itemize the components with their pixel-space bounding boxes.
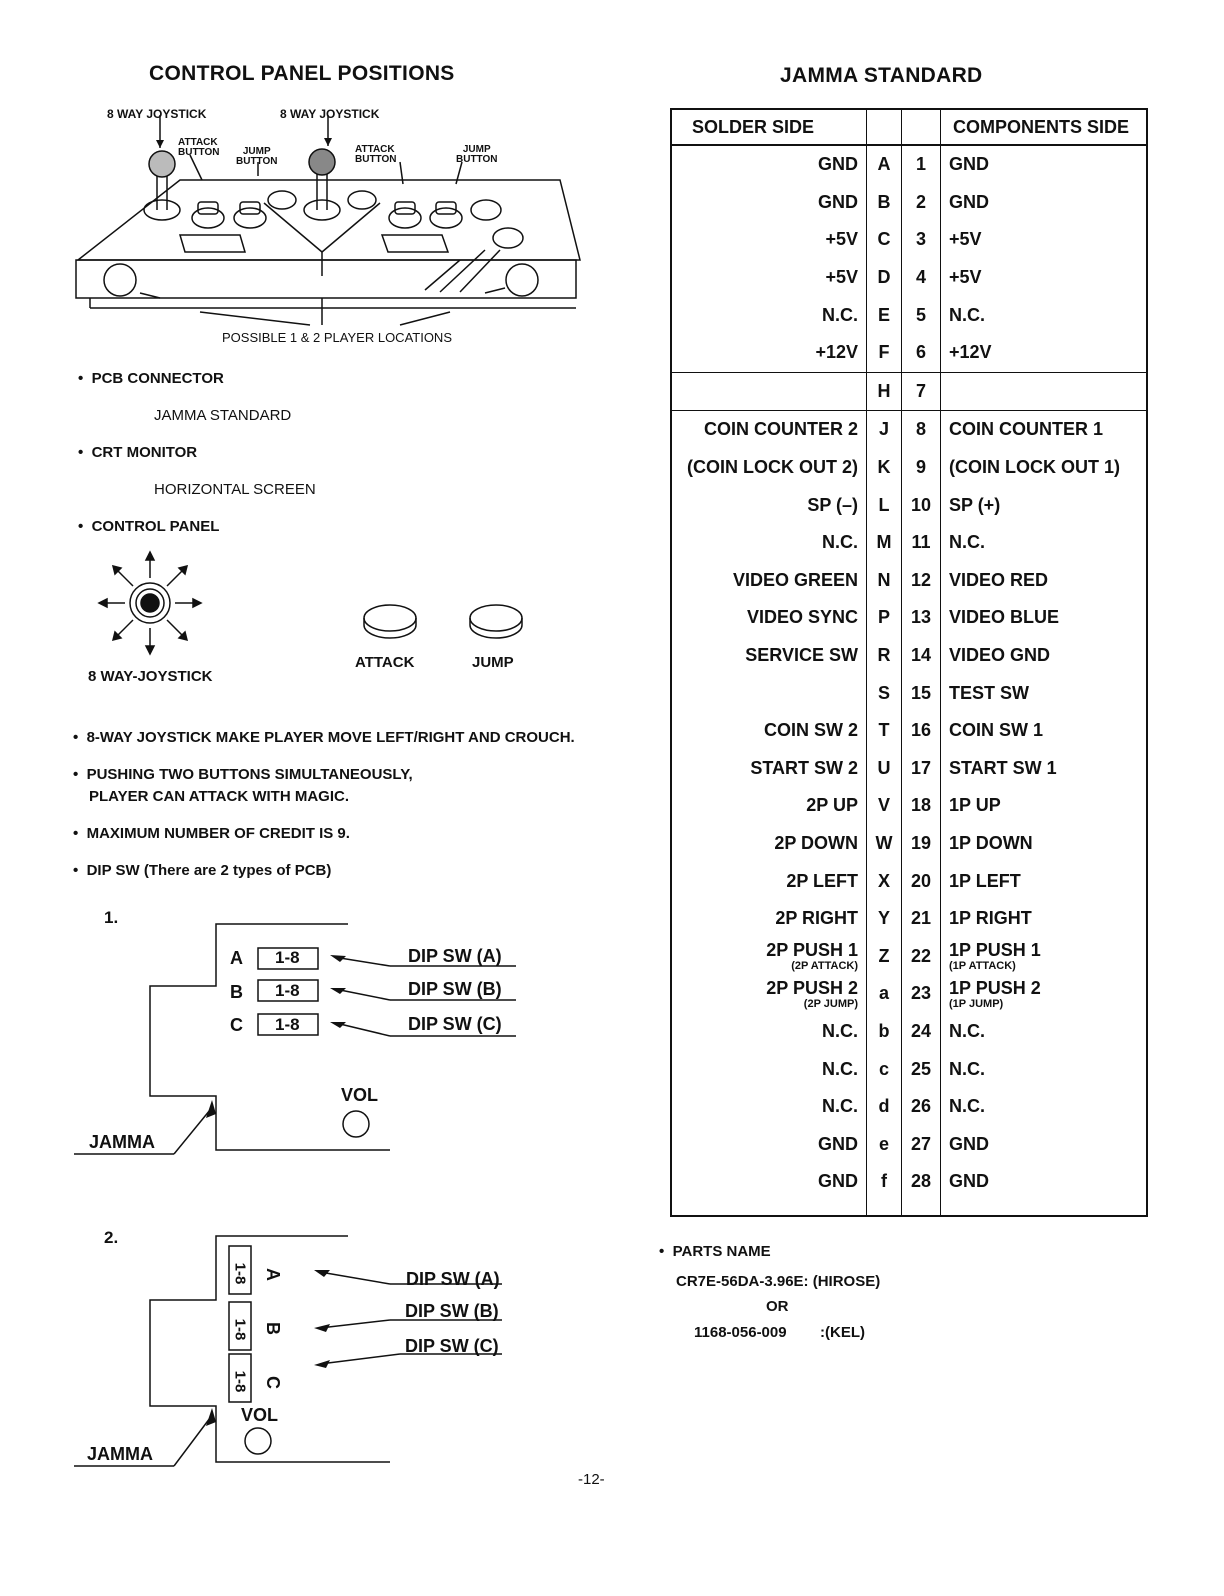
note-two-buttons-cont: PLAYER CAN ATTACK WITH MAGIC. xyxy=(89,788,349,805)
pin-row xyxy=(671,712,1147,750)
pin-solder-cell: N.C. xyxy=(671,524,867,562)
pin-row xyxy=(671,1125,1147,1163)
pin-row xyxy=(671,145,1147,184)
pin-component-cell xyxy=(941,372,1148,411)
pin-number-cell: 28 xyxy=(902,1163,941,1201)
pin-solder-cell: VIDEO GREEN xyxy=(671,562,867,600)
pin-row xyxy=(671,524,1147,562)
pin-component-cell: GND xyxy=(941,184,1148,222)
joystick-label: 8 WAY-JOYSTICK xyxy=(88,668,213,685)
pin-component-cell: GND xyxy=(941,1163,1148,1201)
pin-solder-cell: SERVICE SW xyxy=(671,637,867,675)
pin-letter-cell: E xyxy=(867,296,902,334)
pin-row xyxy=(671,372,1147,411)
pin-letter-cell: A xyxy=(867,145,902,184)
pin-row xyxy=(671,296,1147,334)
pin-letter-cell: Z xyxy=(867,937,902,975)
pcb2-index: 2. xyxy=(104,1228,119,1247)
pin-solder-cell: 2P UP xyxy=(671,787,867,825)
pin-row xyxy=(671,1050,1147,1088)
pin-solder-cell: GND xyxy=(671,1163,867,1201)
pcb1-index: 1. xyxy=(104,908,119,927)
pin-number-cell: 8 xyxy=(902,411,941,449)
pin-row xyxy=(671,862,1147,900)
pin-number-cell: 21 xyxy=(902,900,941,938)
spec-crt-monitor-value: HORIZONTAL SCREEN xyxy=(154,481,316,498)
pin-row xyxy=(671,562,1147,600)
pin-row xyxy=(671,486,1147,524)
pin-number-cell: 7 xyxy=(902,372,941,411)
pin-letter-cell: D xyxy=(867,259,902,297)
pcb2-jamma-label: JAMMA xyxy=(87,1444,153,1464)
note-dip-sw: • DIP SW (There are 2 types of PCB) xyxy=(73,862,332,879)
pin-row xyxy=(671,184,1147,222)
jump-2-label: JUMP BUTTON xyxy=(456,144,498,165)
header-solder-side: SOLDER SIDE xyxy=(671,109,867,145)
pin-component-cell: VIDEO RED xyxy=(941,562,1148,600)
pin-number-cell: 24 xyxy=(902,1013,941,1051)
pin-letter-cell: R xyxy=(867,637,902,675)
pin-number-cell: 3 xyxy=(902,221,941,259)
pin-row xyxy=(671,900,1147,938)
padding-cell xyxy=(671,1201,867,1216)
control-panel-title: CONTROL PANEL POSITIONS xyxy=(149,62,455,85)
pin-component-cell: N.C. xyxy=(941,1088,1148,1126)
pin-row xyxy=(671,599,1147,637)
pin-letter-cell: J xyxy=(867,411,902,449)
pin-number-cell: 11 xyxy=(902,524,941,562)
pin-row xyxy=(671,1088,1147,1126)
pin-solder-cell: N.C. xyxy=(671,296,867,334)
pin-number-cell: 22 xyxy=(902,937,941,975)
pcb1-letter-c: C xyxy=(230,1015,243,1035)
pin-component-cell: (COIN LOCK OUT 1) xyxy=(941,449,1148,487)
pin-number-cell: 2 xyxy=(902,184,941,222)
pin-component-cell: +12V xyxy=(941,334,1148,372)
pin-solder-cell: 2P PUSH 1 (2P ATTACK) xyxy=(671,937,867,975)
pin-solder-cell: START SW 2 xyxy=(671,750,867,788)
pin-number-cell: 1 xyxy=(902,145,941,184)
pin-letter-cell: Y xyxy=(867,900,902,938)
pin-solder-cell: +5V xyxy=(671,259,867,297)
pcb2-vol-label: VOL xyxy=(241,1405,279,1425)
pin-letter-cell: f xyxy=(867,1163,902,1201)
pcb2-dip-c: DIP SW (C) xyxy=(405,1336,499,1356)
pin-number-cell: 12 xyxy=(902,562,941,600)
pcb1-letter-a: A xyxy=(230,948,243,968)
pin-solder-cell: 2P RIGHT xyxy=(671,900,867,938)
pin-solder-cell xyxy=(671,372,867,411)
pin-number-cell: 5 xyxy=(902,296,941,334)
pin-number-cell: 16 xyxy=(902,712,941,750)
pcb2-letter-b: B xyxy=(263,1322,283,1335)
pin-letter-cell: B xyxy=(867,184,902,222)
header-components-side: COMPONENTS SIDE xyxy=(941,109,1148,145)
jamma-pinout-table xyxy=(670,108,1148,1217)
pin-row xyxy=(671,411,1147,449)
padding-cell xyxy=(867,1201,902,1216)
pin-solder-cell: 2P LEFT xyxy=(671,862,867,900)
pin-number-cell: 25 xyxy=(902,1050,941,1088)
attack-2-label: ATTACK BUTTON xyxy=(355,144,397,165)
padding-cell xyxy=(902,1201,941,1216)
pcb1-dip-b: DIP SW (B) xyxy=(408,979,502,999)
attack-label: ATTACK xyxy=(355,654,415,671)
pin-letter-cell: H xyxy=(867,372,902,411)
pin-number-cell: 27 xyxy=(902,1125,941,1163)
pin-solder-cell: 2P DOWN xyxy=(671,825,867,863)
pin-row xyxy=(671,221,1147,259)
pcb1-letter-b: B xyxy=(230,982,243,1002)
pin-number-cell: 19 xyxy=(902,825,941,863)
attack-1-label: ATTACK BUTTON xyxy=(178,137,220,158)
pin-letter-cell: C xyxy=(867,221,902,259)
pin-letter-cell: e xyxy=(867,1125,902,1163)
part-kel-maker: :(KEL) xyxy=(820,1324,865,1341)
pin-number-cell: 4 xyxy=(902,259,941,297)
spec-crt-monitor: • CRT MONITOR xyxy=(78,444,198,461)
pin-number-cell: 10 xyxy=(902,486,941,524)
pcb2-letter-c: C xyxy=(263,1376,283,1389)
pin-solder-cell: COIN SW 2 xyxy=(671,712,867,750)
table-header xyxy=(671,109,1147,145)
pin-number-cell: 15 xyxy=(902,674,941,712)
pin-row xyxy=(671,334,1147,372)
pin-row xyxy=(671,259,1147,297)
pin-letter-cell: P xyxy=(867,599,902,637)
pin-number-cell: 23 xyxy=(902,975,941,1013)
pin-component-cell: COIN SW 1 xyxy=(941,712,1148,750)
pin-number-cell: 18 xyxy=(902,787,941,825)
part-kel-code: 1168-056-009 xyxy=(694,1324,787,1341)
pin-letter-cell: S xyxy=(867,674,902,712)
pin-solder-cell: VIDEO SYNC xyxy=(671,599,867,637)
pin-solder-cell: COIN COUNTER 2 xyxy=(671,411,867,449)
pin-letter-cell: b xyxy=(867,1013,902,1051)
pin-component-cell: 1P PUSH 2 (1P JUMP) xyxy=(941,975,1148,1013)
pin-component-cell: VIDEO BLUE xyxy=(941,599,1148,637)
note-max-credit: • MAXIMUM NUMBER OF CREDIT IS 9. xyxy=(73,825,350,842)
jump-1-label: JUMP BUTTON xyxy=(236,146,278,167)
padding-cell xyxy=(941,1201,1148,1216)
pin-letter-cell: N xyxy=(867,562,902,600)
pin-letter-cell: K xyxy=(867,449,902,487)
pcb2-dip-a: DIP SW (A) xyxy=(406,1269,500,1289)
pin-number-cell: 9 xyxy=(902,449,941,487)
pin-solder-cell: N.C. xyxy=(671,1088,867,1126)
pcb2-letter-a: A xyxy=(263,1268,283,1281)
pcb2-range-a: 1-8 xyxy=(231,1262,249,1285)
pin-component-cell: N.C. xyxy=(941,1050,1148,1088)
pin-component-cell: COIN COUNTER 1 xyxy=(941,411,1148,449)
pin-component-cell: GND xyxy=(941,145,1148,184)
pin-row xyxy=(671,1163,1147,1201)
pin-component-cell: VIDEO GND xyxy=(941,637,1148,675)
pin-component-cell: +5V xyxy=(941,221,1148,259)
pin-solder-cell xyxy=(671,674,867,712)
pin-row xyxy=(671,449,1147,487)
note-joystick: • 8-WAY JOYSTICK MAKE PLAYER MOVE LEFT/RIGHT AND CROUCH. xyxy=(73,729,575,746)
pcb2-dip-b: DIP SW (B) xyxy=(405,1301,499,1321)
pin-component-cell: 1P UP xyxy=(941,787,1148,825)
joystick-2-ball xyxy=(309,149,335,175)
pin-row xyxy=(671,825,1147,863)
pin-row xyxy=(671,975,1147,1013)
pin-solder-cell: +12V xyxy=(671,334,867,372)
pin-component-cell: 1P PUSH 1 (1P ATTACK) xyxy=(941,937,1148,975)
pin-solder-cell: GND xyxy=(671,184,867,222)
attack-button-icon xyxy=(360,598,420,640)
pin-number-cell: 20 xyxy=(902,862,941,900)
spec-pcb-connector: • PCB CONNECTOR xyxy=(78,370,224,387)
pin-rows xyxy=(671,145,1147,1216)
pin-component-cell: N.C. xyxy=(941,524,1148,562)
note-two-buttons: • PUSHING TWO BUTTONS SIMULTANEOUSLY, xyxy=(73,766,413,783)
pin-letter-cell: X xyxy=(867,862,902,900)
pin-solder-cell: GND xyxy=(671,145,867,184)
pin-letter-cell: M xyxy=(867,524,902,562)
pin-number-cell: 13 xyxy=(902,599,941,637)
pin-component-cell: SP (+) xyxy=(941,486,1148,524)
pin-letter-cell: a xyxy=(867,975,902,1013)
pcb1-dip-c: DIP SW (C) xyxy=(408,1014,502,1034)
pcb1-dip-a: DIP SW (A) xyxy=(408,946,502,966)
control-panel-diagram xyxy=(60,100,600,350)
joystick-direction-icon xyxy=(95,548,205,658)
pin-row xyxy=(671,937,1147,975)
header-num-blank xyxy=(902,109,941,145)
pin-solder-cell: SP (–) xyxy=(671,486,867,524)
page-number: -12- xyxy=(578,1471,605,1488)
parts-name-label: • PARTS NAME xyxy=(659,1243,771,1260)
pin-component-cell: TEST SW xyxy=(941,674,1148,712)
pin-solder-cell: 2P PUSH 2 (2P JUMP) xyxy=(671,975,867,1013)
joystick-1-label: 8 WAY JOYSTICK xyxy=(107,107,207,121)
pin-number-cell: 17 xyxy=(902,750,941,788)
pin-letter-cell: c xyxy=(867,1050,902,1088)
pin-row xyxy=(671,1013,1147,1051)
pin-row xyxy=(671,674,1147,712)
pin-row xyxy=(671,750,1147,788)
pin-letter-cell: W xyxy=(867,825,902,863)
pin-component-cell: START SW 1 xyxy=(941,750,1148,788)
pin-solder-cell: N.C. xyxy=(671,1013,867,1051)
jump-button-icon xyxy=(466,598,526,640)
pin-letter-cell: U xyxy=(867,750,902,788)
pin-component-cell: N.C. xyxy=(941,1013,1148,1051)
pin-letter-cell: T xyxy=(867,712,902,750)
pin-component-cell: +5V xyxy=(941,259,1148,297)
spec-control-panel: • CONTROL PANEL xyxy=(78,518,220,535)
pcb1-range-c: 1-8 xyxy=(275,1015,300,1034)
header-letter-blank xyxy=(867,109,902,145)
pcb1-range-a: 1-8 xyxy=(275,948,300,967)
pin-component-cell: 1P RIGHT xyxy=(941,900,1148,938)
parts-or: OR xyxy=(766,1298,789,1315)
part-hirose: CR7E-56DA-3.96E: (HIROSE) xyxy=(676,1273,881,1290)
joystick-2-label: 8 WAY JOYSTICK xyxy=(280,107,380,121)
pin-solder-cell: (COIN LOCK OUT 2) xyxy=(671,449,867,487)
pin-number-cell: 26 xyxy=(902,1088,941,1126)
pcb1-jamma-label: JAMMA xyxy=(89,1132,155,1152)
pcb1-vol-label: VOL xyxy=(341,1085,379,1105)
pcb2-range-c: 1-8 xyxy=(231,1370,249,1393)
jump-label: JUMP xyxy=(472,654,514,671)
jamma-title: JAMMA STANDARD xyxy=(780,64,983,87)
pin-letter-cell: V xyxy=(867,787,902,825)
pin-letter-cell: F xyxy=(867,334,902,372)
pcb2-range-b: 1-8 xyxy=(231,1318,249,1341)
pin-solder-cell: +5V xyxy=(671,221,867,259)
player-locations-label: POSSIBLE 1 & 2 PLAYER LOCATIONS xyxy=(222,330,452,345)
pin-component-cell: GND xyxy=(941,1125,1148,1163)
joystick-1-ball xyxy=(149,151,175,177)
pin-component-cell: 1P LEFT xyxy=(941,862,1148,900)
spec-pcb-connector-value: JAMMA STANDARD xyxy=(154,407,292,424)
pin-component-cell: N.C. xyxy=(941,296,1148,334)
pin-row xyxy=(671,637,1147,675)
pin-solder-cell: GND xyxy=(671,1125,867,1163)
pin-number-cell: 14 xyxy=(902,637,941,675)
pin-row xyxy=(671,787,1147,825)
table-bottom-padding xyxy=(671,1201,1147,1216)
pin-solder-cell: N.C. xyxy=(671,1050,867,1088)
pin-component-cell: 1P DOWN xyxy=(941,825,1148,863)
panel-front xyxy=(76,260,576,298)
pin-letter-cell: d xyxy=(867,1088,902,1126)
pcb1-range-b: 1-8 xyxy=(275,981,300,1000)
pin-letter-cell: L xyxy=(867,486,902,524)
pin-number-cell: 6 xyxy=(902,334,941,372)
